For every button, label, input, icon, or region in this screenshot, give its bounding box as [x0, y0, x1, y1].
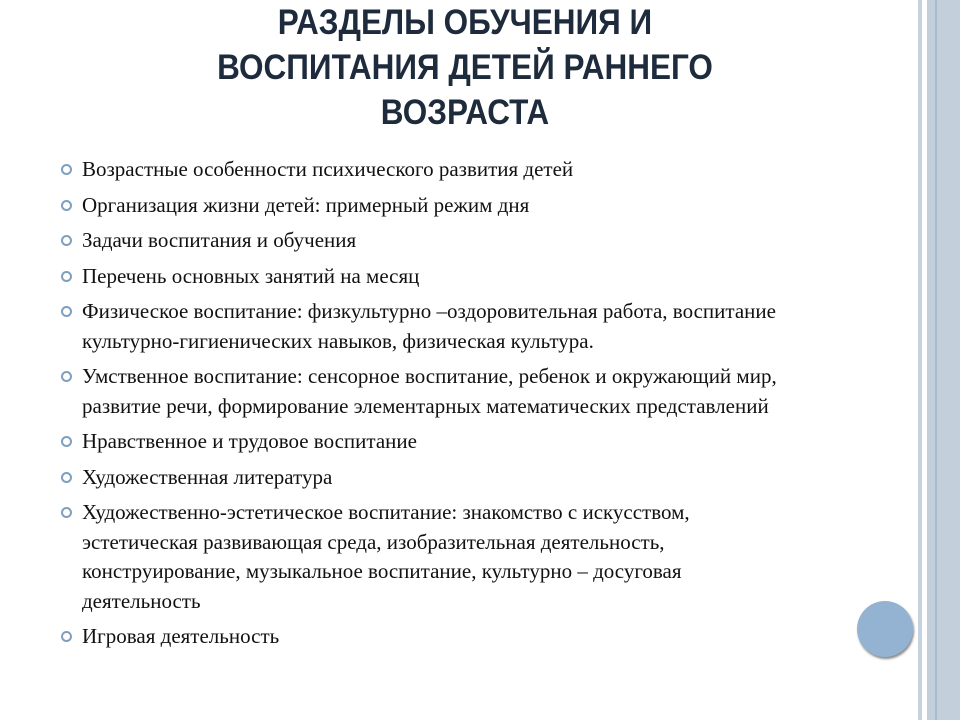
list-item-line: эстетическая развивающая среда, изобразительная деятельность, — [82, 529, 665, 554]
list-item — [60, 297, 900, 356]
slide-title — [137, 0, 794, 135]
decorative-circle — [857, 601, 913, 657]
list-item-line: культурно-гигиенических навыков, физическая культура. — [82, 328, 594, 353]
list-item — [60, 498, 900, 616]
title-line: РАЗДЕЛЫ ОБУЧЕНИЯ И — [277, 3, 653, 42]
list-item — [60, 427, 900, 457]
list-item-line: Физическое воспитание: физкультурно –оздоровительная работа, воспитание — [82, 299, 776, 323]
list-item-line: конструирование, музыкальное воспитание, культурно – досуговая — [82, 559, 682, 583]
bullet-circle-icon — [61, 200, 72, 211]
list-item-line: Организация жизни детей: примерный режим дня — [82, 192, 530, 217]
list-item — [60, 622, 900, 652]
bullet-circle-icon — [61, 472, 72, 483]
bullet-circle-icon — [61, 436, 72, 447]
list-item-line: Нравственное и трудовое воспитание — [82, 429, 417, 453]
bullet-circle-icon — [61, 507, 72, 518]
decorative-side-band — [927, 0, 960, 720]
bullet-circle-icon — [61, 371, 72, 382]
title-line: ВОСПИТАНИЯ ДЕТЕЙ РАННЕГО — [217, 48, 713, 87]
bullet-circle-icon — [61, 271, 72, 282]
list-item-line: развитие речи, формирование элементарных математических представлений — [82, 393, 769, 418]
bullet-circle-icon — [61, 164, 72, 175]
list-item-line: Художественная литература — [82, 464, 333, 489]
title-line: ВОЗРАСТА — [380, 93, 550, 132]
decorative-stripe — [935, 0, 937, 720]
list-item-line: деятельность — [82, 588, 201, 613]
list-item-line: Художественно-эстетическое воспитание: знакомство с искусством, — [82, 500, 690, 524]
list-item — [60, 155, 900, 185]
bullet-circle-icon — [61, 235, 72, 246]
list-item — [60, 226, 900, 256]
list-item — [60, 463, 900, 493]
list-item — [60, 191, 900, 221]
bullet-list — [60, 155, 900, 658]
list-item-line: Умственное воспитание: сенсорное воспитание, ребенок и окружающий мир, — [82, 364, 777, 388]
list-item-line: Перечень основных занятий на месяц — [82, 263, 420, 288]
list-item-line: Возрастные особенности психического развития детей — [82, 157, 574, 181]
bullet-circle-icon — [61, 306, 72, 317]
list-item-line: Игровая деятельность — [82, 624, 280, 648]
list-item — [60, 262, 900, 292]
list-item — [60, 362, 900, 421]
decorative-stripe — [918, 0, 922, 720]
list-item-line: Задачи воспитания и обучения — [82, 228, 357, 252]
bullet-circle-icon — [61, 631, 72, 642]
